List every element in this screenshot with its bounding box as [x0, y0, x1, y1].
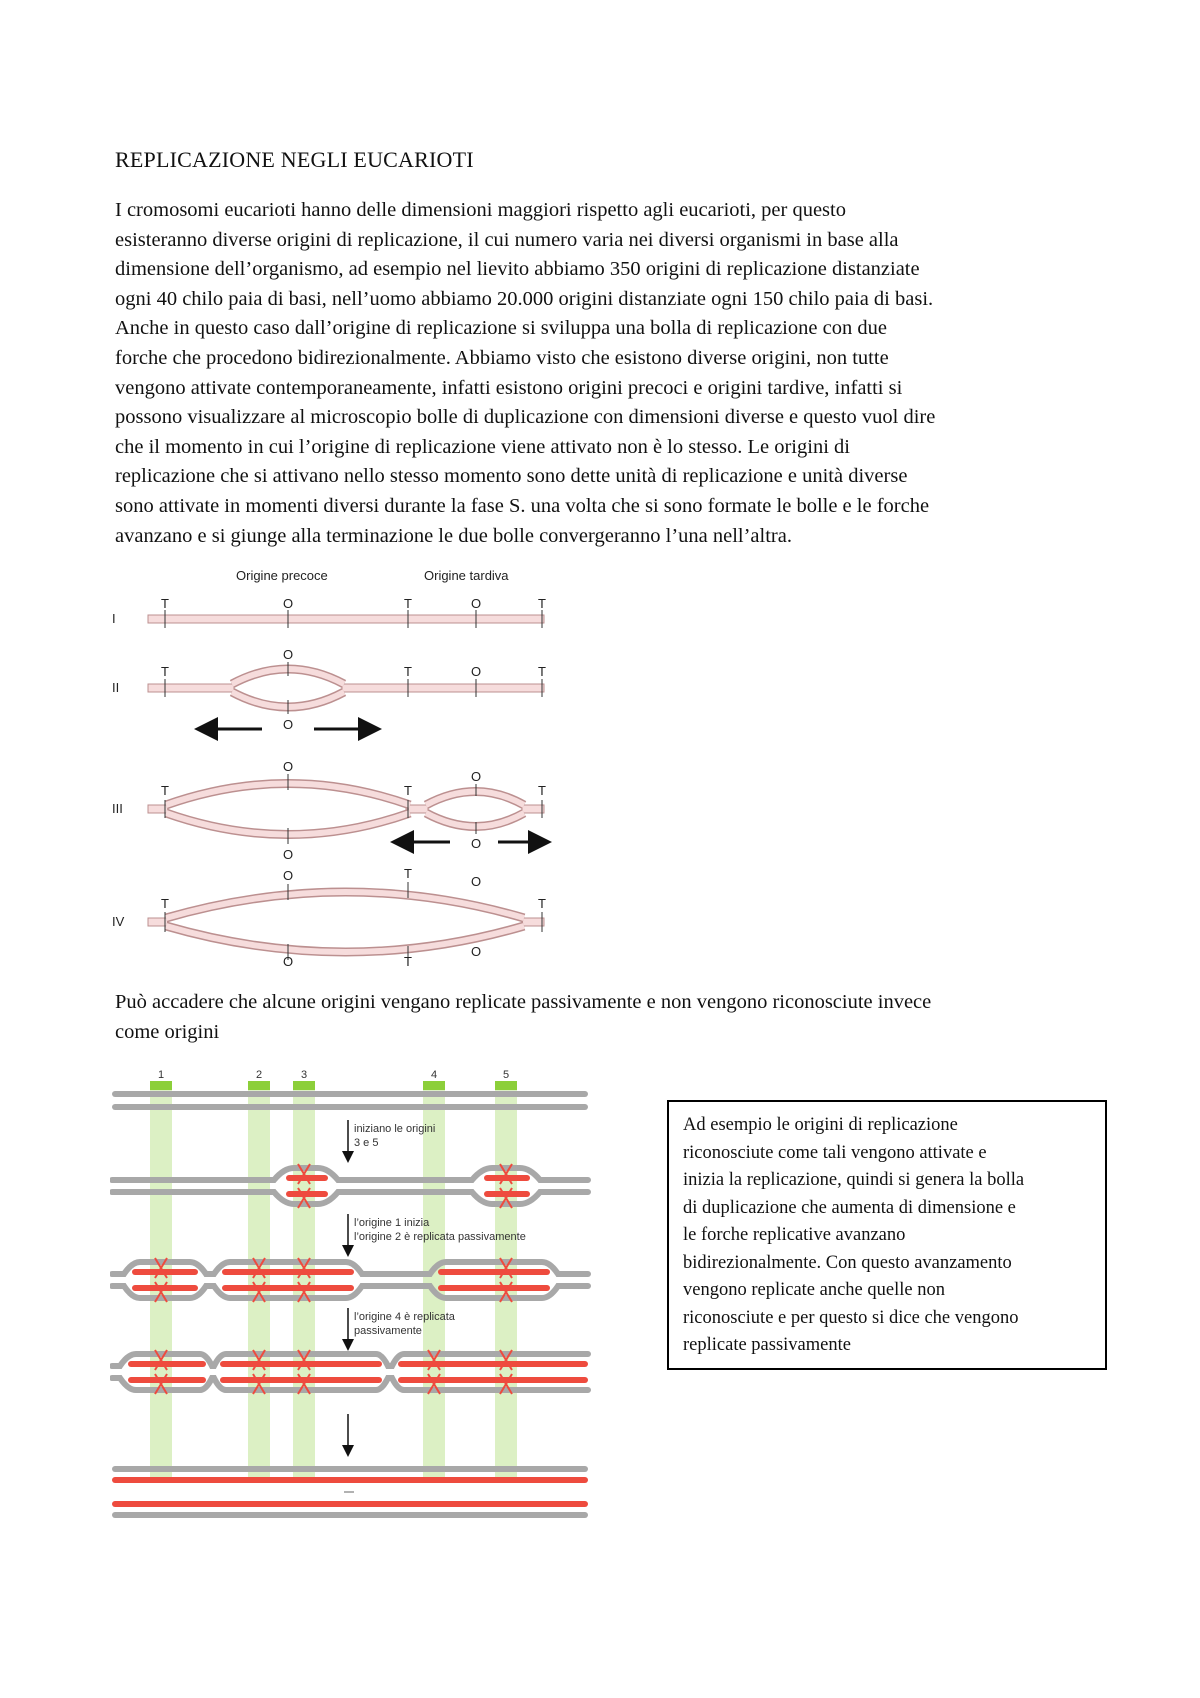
step-note: 3 e 5: [354, 1137, 379, 1149]
row-label: III: [112, 801, 123, 816]
origin-label: O: [471, 664, 482, 679]
late-origin-header: Origine tardiva: [424, 568, 509, 583]
origin-label: O: [471, 596, 482, 611]
row-i: [112, 596, 546, 628]
terminus-label: T: [404, 954, 412, 966]
figure-caption: [115, 988, 1115, 1047]
note-line: di duplicazione che aumenta di dimensione e: [683, 1197, 1016, 1218]
terminus-label: T: [404, 866, 412, 881]
origin-tabs: [150, 1081, 517, 1090]
replication-bubbles-figure: [110, 566, 560, 966]
row-label: I: [112, 611, 116, 626]
paragraph-line: avanzano e si giunge alla terminazione le due bolle convergeranno l’una nell’altra.: [115, 524, 792, 547]
body-paragraph: [115, 196, 1095, 551]
terminus-label: T: [161, 596, 169, 611]
origin-label: O: [283, 596, 294, 611]
row-label: II: [112, 680, 120, 695]
row-ii: [112, 647, 546, 732]
terminus-label: T: [404, 664, 412, 679]
note-line: inizia la replicazione, quindi si genera la bolla: [683, 1170, 1025, 1190]
row-label: IV: [112, 914, 125, 929]
note-line: riconosciute e per questo si dice che vengono: [683, 1307, 1019, 1328]
caption-line: come origini: [115, 1020, 220, 1043]
step-note: iniziano le origini: [354, 1123, 436, 1135]
paragraph-line: I cromosomi eucarioti hanno delle dimensioni maggiori rispetto agli eucarioti, per questo: [115, 199, 846, 221]
origin-label: O: [283, 847, 294, 862]
terminus-label: T: [538, 596, 546, 611]
note-box: [667, 1100, 1107, 1370]
terminus-label: T: [404, 783, 412, 798]
origin-number: 2: [256, 1069, 263, 1081]
paragraph-line: possono visualizzare al microscopio bolle di duplicazione con dimensioni diverse e questo vuol dire: [115, 406, 936, 429]
origin-number: 1: [158, 1069, 165, 1081]
origin-label: O: [283, 954, 294, 966]
origin-label: O: [283, 717, 294, 732]
origin-number: 4: [431, 1069, 438, 1081]
paragraph-line: vengono attivate contemporaneamente, infatti esistono origini precoci e origini tardive, infatti si: [115, 376, 903, 399]
row-iv: [112, 866, 546, 966]
paragraph-line: replicazione che si attivano nello stesso momento sono dette unità di replicazione e unità diverse: [115, 465, 908, 488]
caption-line: Può accadere che alcune origini vengano replicate passivamente e non vengono riconosciute invece: [115, 991, 932, 1013]
early-origin-header: Origine precoce: [236, 568, 328, 583]
note-line: Ad esempio le origini di replicazione: [683, 1115, 958, 1135]
origin-label: O: [471, 769, 482, 784]
row-iii: [112, 759, 546, 862]
paragraph-line: Anche in questo caso dall’origine di replicazione si sviluppa una bolla di replicazione con due: [115, 317, 887, 340]
origin-label: O: [283, 759, 294, 774]
terminus-label: T: [161, 664, 169, 679]
terminus-label: T: [161, 896, 169, 911]
terminus-label: T: [538, 783, 546, 798]
passive-replication-figure: [110, 1064, 600, 1534]
origin-label: O: [283, 647, 294, 662]
origin-label: O: [471, 874, 482, 889]
paragraph-line: forche che procedono bidirezionalmente. Abbiamo visto che esistono diverse origini, non tutte: [115, 346, 889, 369]
origin-label: O: [471, 944, 482, 959]
note-line: vengono replicate anche quelle non: [683, 1280, 945, 1300]
paragraph-line: esisteranno diverse origini di replicazione, il cui numero varia nei diversi organismi in base alla: [115, 228, 899, 251]
paragraph-line: dimensione dell’organismo, ad esempio nel lievito abbiamo 350 origini di replicazione distanziate: [115, 258, 920, 281]
page-title: REPLICAZIONE NEGLI EUCARIOTI: [115, 147, 474, 172]
step-note: l’origine 2 è replicata passivamente: [354, 1231, 526, 1243]
paragraph-line: che il momento in cui l’origine di replicazione viene attivato non è lo stesso. Le origini di: [115, 435, 850, 458]
origin-number: 3: [301, 1069, 308, 1081]
origin-label: O: [471, 836, 482, 851]
origin-number: 5: [503, 1069, 510, 1081]
note-line: le forche replicative avanzano: [683, 1225, 906, 1245]
note-line: bidirezionalmente. Con questo avanzamento: [683, 1252, 1012, 1273]
note-line: riconosciute come tali vengono attivate e: [683, 1142, 987, 1163]
step-note: l’origine 1 inizia: [354, 1217, 430, 1229]
terminus-label: T: [538, 896, 546, 911]
paragraph-line: sono attivate in momenti diversi durante la fase S. una volta che si sono formate le bolle e le forche: [115, 494, 930, 517]
origin-label: O: [283, 868, 294, 883]
terminus-label: T: [538, 664, 546, 679]
paragraph-line: ogni 40 chilo paia di basi, nell’uomo abbiamo 20.000 origini distanziate ogni 150 chilo paia di basi.: [115, 287, 934, 310]
step-note: passivamente: [354, 1325, 422, 1337]
terminus-label: T: [404, 596, 412, 611]
terminus-label: T: [161, 783, 169, 798]
step-note: l’origine 4 è replicata: [354, 1311, 455, 1323]
note-line: replicate passivamente: [683, 1335, 851, 1355]
